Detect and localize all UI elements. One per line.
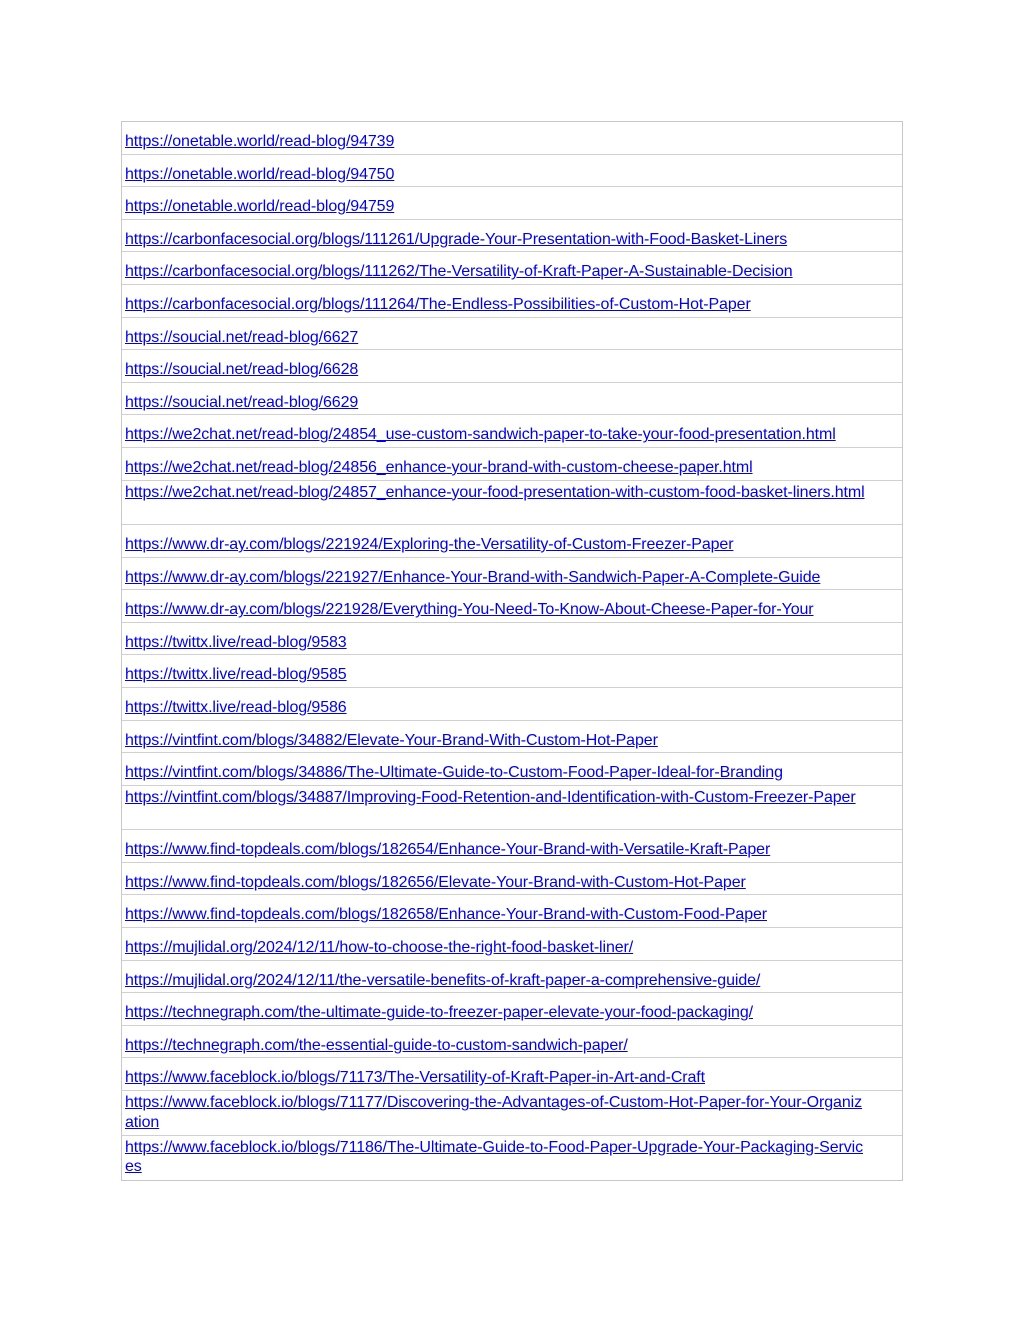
table-row	[122, 448, 902, 481]
table-row	[122, 415, 902, 448]
table-row	[122, 928, 902, 961]
link[interactable]: https://www.find-topdeals.com/blogs/182656/Elevate-Your-Brand-with-Custom-Hot-Paper	[125, 873, 746, 891]
link[interactable]: https://onetable.world/read-blog/94739	[125, 133, 395, 150]
link[interactable]: https://mujlidal.org/2024/12/11/the-versatile-benefits-of-kraft-paper-a-comprehensive-guide/	[125, 971, 761, 989]
link[interactable]: https://www.faceblock.io/blogs/71186/The-Ultimate-Guide-to-Food-Paper-Upgrade-Your-Packaging-Services	[125, 1138, 864, 1176]
link[interactable]: https://we2chat.net/read-blog/24854_use-custom-sandwich-paper-to-take-your-food-presentation.html	[125, 426, 836, 444]
link[interactable]: https://www.faceblock.io/blogs/71177/Discovering-the-Advantages-of-Custom-Hot-Paper-for-Your-Organization	[125, 1094, 863, 1131]
table-row	[122, 830, 902, 863]
table-row	[122, 895, 902, 928]
table-row	[122, 1091, 902, 1136]
table-row	[122, 285, 902, 318]
link[interactable]: https://we2chat.net/read-blog/24857_enhance-your-food-presentation-with-custom-food-basket-liners.html	[125, 483, 865, 501]
link[interactable]: https://onetable.world/read-blog/94750	[125, 165, 395, 183]
table-row	[122, 688, 902, 721]
link[interactable]: https://vintfint.com/blogs/34887/Improving-Food-Retention-and-Identification-with-Custom-Freezer-Paper	[125, 788, 856, 806]
link[interactable]: https://carbonfacesocial.org/blogs/111261/Upgrade-Your-Presentation-with-Food-Basket-Liners	[125, 230, 788, 248]
table-row	[122, 252, 902, 285]
table-row	[122, 753, 902, 786]
table-row	[122, 1026, 902, 1059]
table-row	[122, 350, 902, 383]
link[interactable]: https://carbonfacesocial.org/blogs/111264/The-Endless-Possibilities-of-Custom-Hot-Paper	[125, 295, 751, 313]
link[interactable]: https://vintfint.com/blogs/34882/Elevate-Your-Brand-With-Custom-Hot-Paper	[125, 731, 658, 749]
table-row	[122, 863, 902, 896]
link[interactable]: https://technegraph.com/the-ultimate-guide-to-freezer-paper-elevate-your-food-packaging/	[125, 1004, 753, 1022]
link[interactable]: https://www.dr-ay.com/blogs/221928/Everything-You-Need-To-Know-About-Cheese-Paper-for-Your	[125, 601, 814, 619]
link[interactable]: https://twittx.live/read-blog/9585	[125, 666, 347, 684]
table-row	[122, 525, 902, 558]
link[interactable]: https://soucial.net/read-blog/6627	[125, 328, 359, 346]
link[interactable]: https://vintfint.com/blogs/34886/The-Ultimate-Guide-to-Custom-Food-Paper-Ideal-for-Branding	[125, 764, 783, 782]
table-row	[122, 993, 902, 1026]
table-row	[122, 590, 902, 623]
table-row	[122, 1136, 902, 1181]
table-row	[122, 655, 902, 688]
table-row	[122, 383, 902, 416]
table-row	[122, 961, 902, 994]
table-row	[122, 481, 902, 526]
link[interactable]: https://twittx.live/read-blog/9586	[125, 699, 347, 716]
table-row	[122, 1058, 902, 1091]
table-row	[122, 786, 902, 831]
link[interactable]: https://soucial.net/read-blog/6629	[125, 393, 359, 411]
table-row	[122, 155, 902, 188]
link[interactable]: https://www.dr-ay.com/blogs/221924/Exploring-the-Versatility-of-Custom-Freezer-Paper	[125, 536, 734, 554]
link[interactable]: https://soucial.net/read-blog/6628	[125, 361, 359, 379]
table-row	[122, 558, 902, 591]
link[interactable]: https://www.dr-ay.com/blogs/221927/Enhance-Your-Brand-with-Sandwich-Paper-A-Complete-Guide	[125, 568, 821, 586]
link[interactable]: https://www.faceblock.io/blogs/71173/The-Versatility-of-Kraft-Paper-in-Art-and-Craft	[125, 1069, 705, 1087]
link[interactable]: https://carbonfacesocial.org/blogs/111262/The-Versatility-of-Kraft-Paper-A-Sustainable-Decision	[125, 263, 793, 281]
link[interactable]: https://we2chat.net/read-blog/24856_enhance-your-brand-with-custom-cheese-paper.html	[125, 458, 753, 476]
link[interactable]: https://twittx.live/read-blog/9583	[125, 633, 347, 651]
table-row	[122, 220, 902, 253]
table-row	[122, 122, 902, 155]
link[interactable]: https://www.find-topdeals.com/blogs/182654/Enhance-Your-Brand-with-Versatile-Kraft-Paper	[125, 841, 771, 859]
link[interactable]: https://mujlidal.org/2024/12/11/how-to-choose-the-right-food-basket-liner/	[125, 939, 634, 957]
table-row	[122, 318, 902, 351]
link[interactable]: https://onetable.world/read-blog/94759	[125, 198, 395, 216]
link[interactable]: https://www.find-topdeals.com/blogs/182658/Enhance-Your-Brand-with-Custom-Food-Paper	[125, 906, 768, 924]
link[interactable]: https://technegraph.com/the-essential-guide-to-custom-sandwich-paper/	[125, 1036, 628, 1054]
table-row	[122, 721, 902, 754]
link-table	[121, 121, 903, 1181]
table-row	[122, 187, 902, 220]
table-row	[122, 623, 902, 656]
